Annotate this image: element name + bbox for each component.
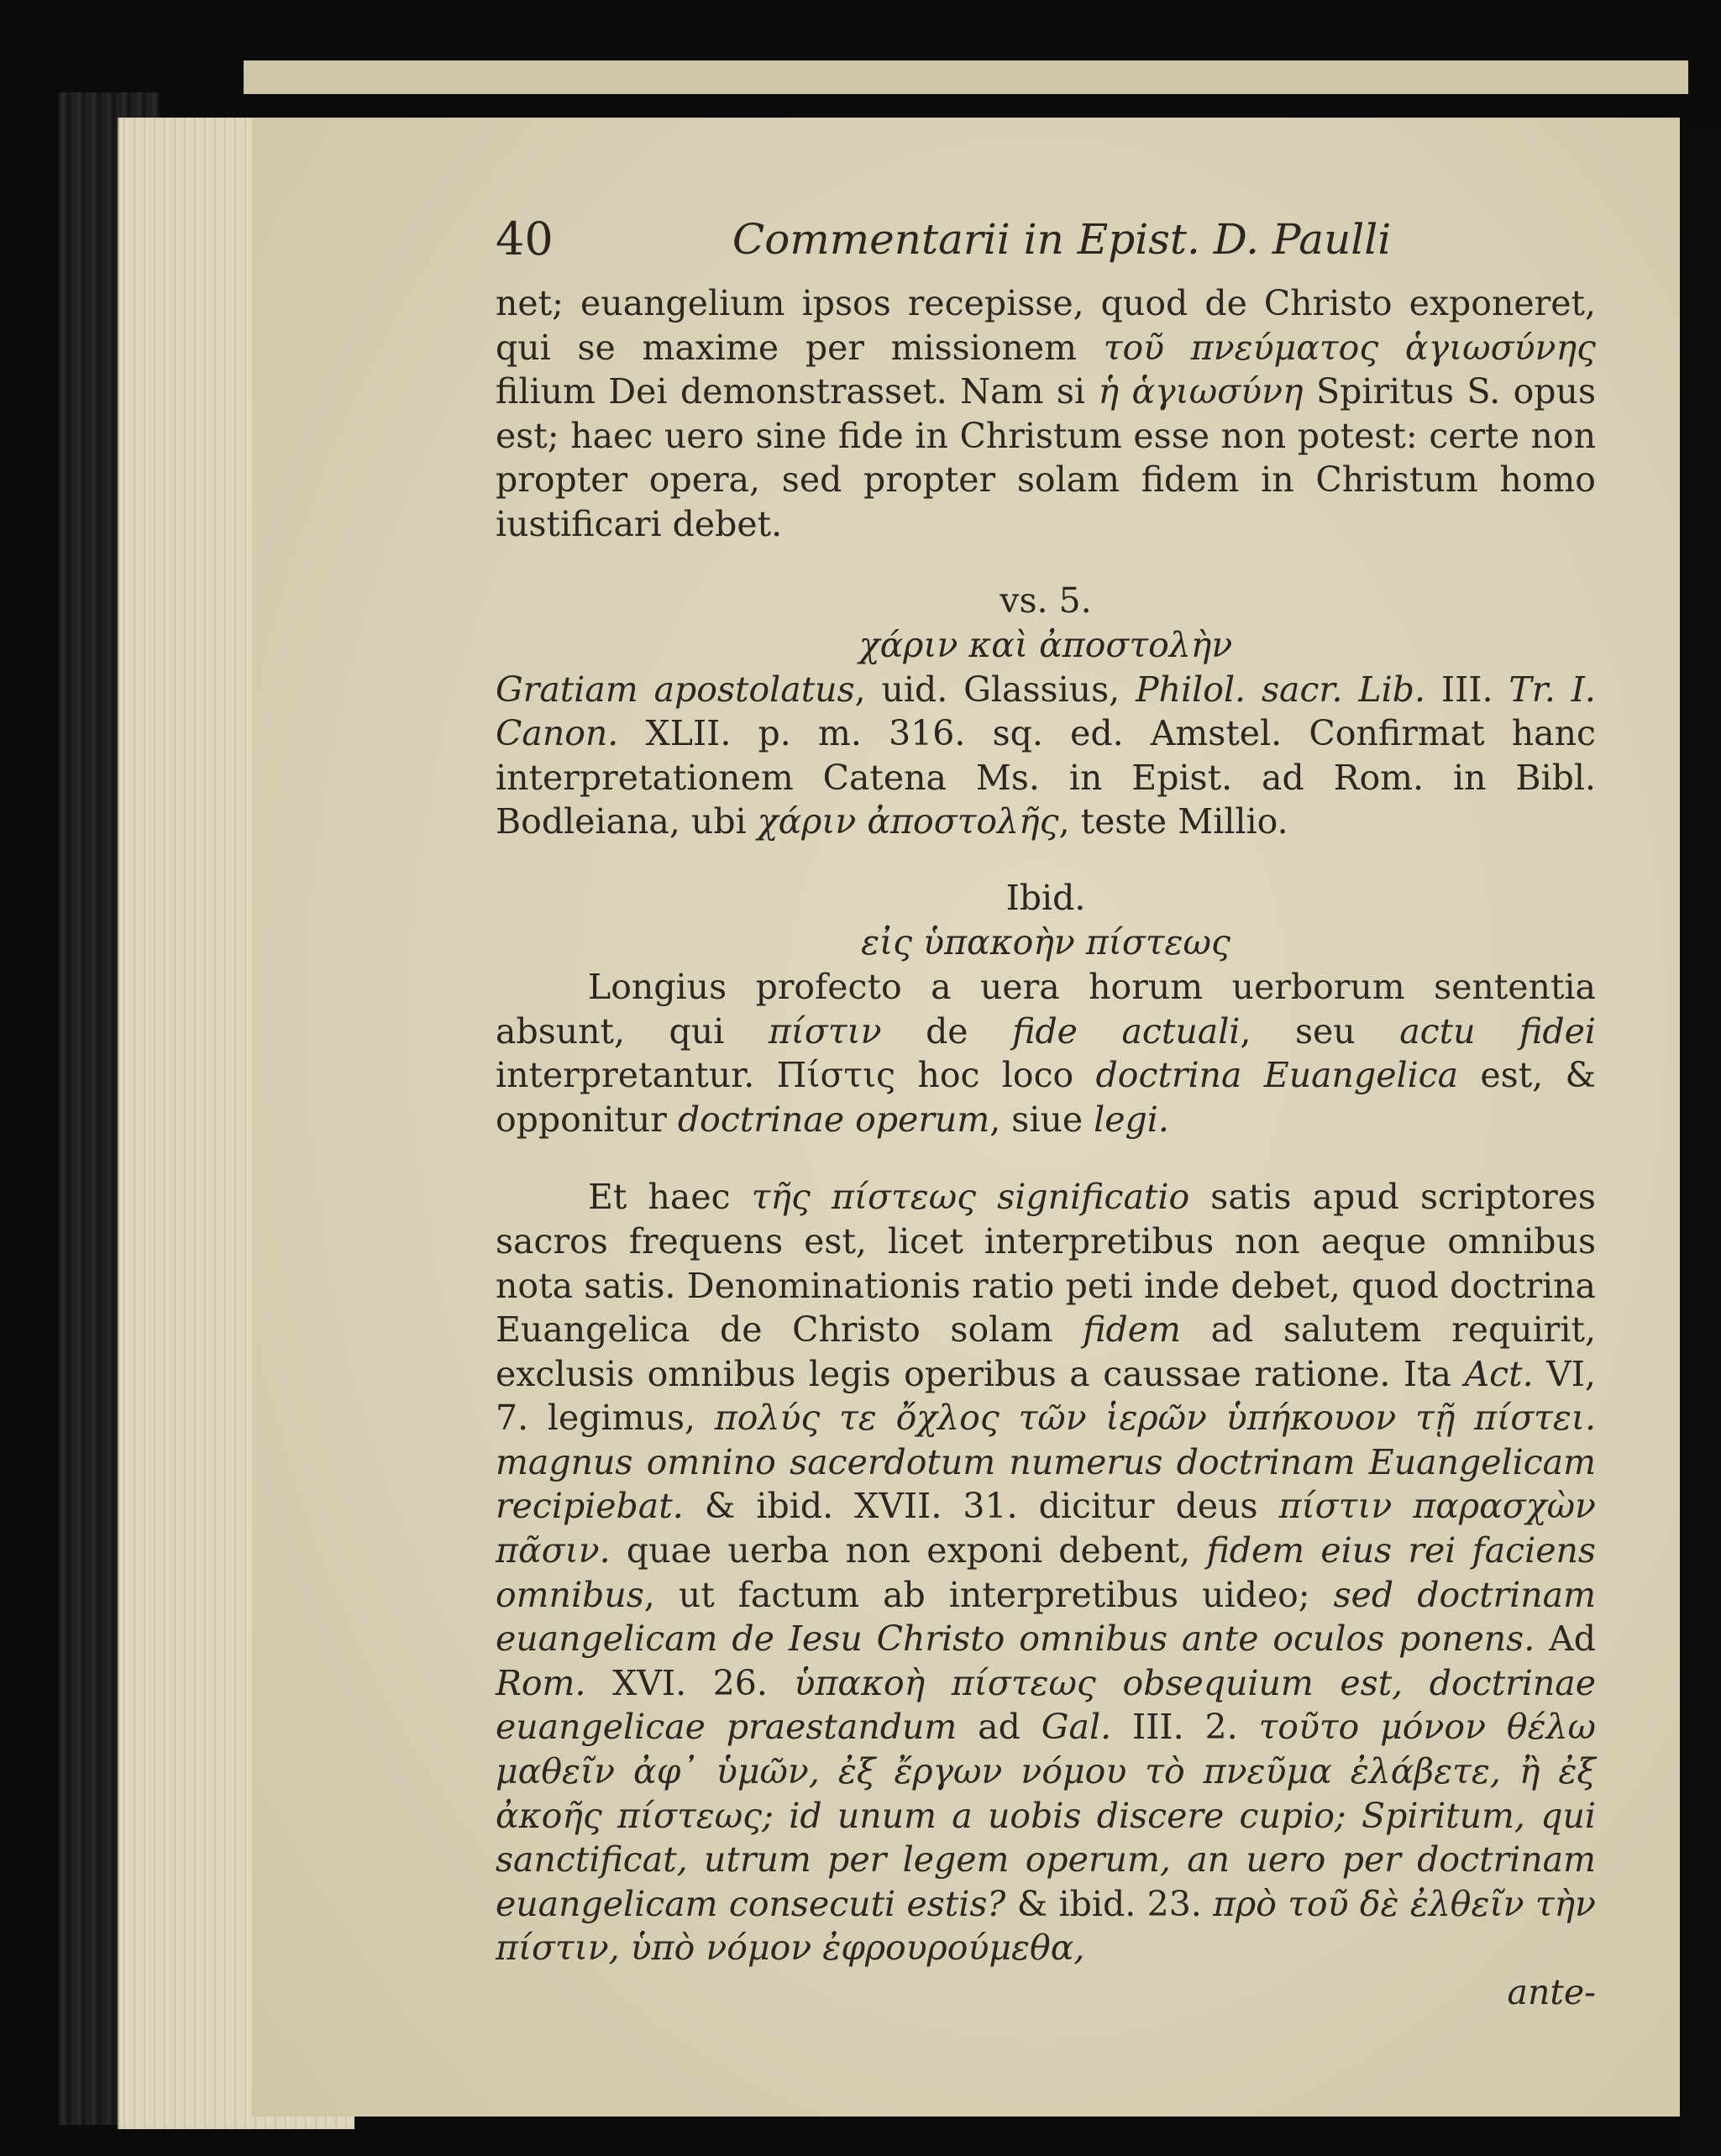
italic-run: Act. xyxy=(1464,1353,1534,1394)
text-run: filium Dei demonstrasset. Nam si xyxy=(496,371,1086,412)
paragraph-3 xyxy=(496,965,1596,1141)
text-run: hoc loco xyxy=(917,1055,1074,1096)
greek-lemma-2: εἰς ὑπακοὴν πίστεως xyxy=(861,921,1230,963)
text-run: & ibid. XVII. 31. dicitur deus xyxy=(704,1486,1258,1527)
italic-run: actu fidei xyxy=(1399,1010,1596,1052)
greek-phrase: τοῦ πνεύματος ἁγιωσύνης xyxy=(1103,327,1596,368)
italic-run: Gal. xyxy=(1041,1707,1112,1748)
italic-run: fide actuali xyxy=(1012,1010,1241,1052)
running-title: Commentarii in Epist. D. Paulli xyxy=(732,215,1392,264)
paragraph-1 xyxy=(496,281,1596,547)
text-run: satis apud scriptores sacros frequens est, licet interpretibus non aeque omnibus nota satis. Denominationis ratio peti inde debet, quod doctrina Euangelica de Christo solam xyxy=(496,1177,1596,1351)
text-run: Spiritus S. opus est; haec uero sine fide in Christum esse non potest: certe non propter opera, sed propter solam fidem in Christum homo iustificari debet. xyxy=(496,371,1596,544)
text-run: & ibid. 23. xyxy=(1016,1883,1202,1924)
paragraph-2 xyxy=(496,668,1596,844)
italic-run: obsequium est, doctrinae euangelicae praestandum xyxy=(496,1662,1596,1748)
italic-run: doctrina Euangelica xyxy=(1095,1055,1459,1096)
italic-run: Philol. sacr. Lib. xyxy=(1136,669,1426,710)
greek-phrase: τοῦτο μόνον θέλω μαθεῖν ἀφ᾽ ὑμῶν, ἐξ ἔργων νόμου τὸ πνεῦμα ἐλάβετε, ἢ ἐξ ἀκοῆς πίστεως; xyxy=(496,1707,1596,1836)
text-run: XVI. 26. xyxy=(612,1662,768,1703)
text-run: ad salutem requirit, exclusis omnibus legis operibus a caussae ratione. Ita xyxy=(496,1309,1596,1394)
italic-run: Rom. xyxy=(496,1662,586,1703)
text-run: III. xyxy=(1440,669,1493,710)
italic-run: legi. xyxy=(1094,1099,1169,1140)
text-run: interpretantur. xyxy=(496,1055,755,1096)
text-run: net; euangelium ipsos recepisse, quod de Christo exponeret, qui se maxime per missionem xyxy=(496,283,1596,368)
greek-lemma-1: χάριν καὶ ἀποστολὴν xyxy=(858,624,1233,665)
background-right xyxy=(1680,126,1721,2156)
text-run: , uid. Glassius, xyxy=(854,669,1120,710)
text-run: ad xyxy=(978,1707,1021,1748)
text-run: Longius profecto a uera horum uerborum sententia absunt, qui xyxy=(496,966,1596,1052)
italic-run: doctrinae operum xyxy=(677,1099,990,1140)
greek-phrase: πρὸ τοῦ δὲ ἐλθεῖν τὴν πίστιν, ὑπὸ νόμον ἐφρουρούμεθα, xyxy=(496,1883,1596,1969)
italic-run: Gratiam apostolatus xyxy=(496,669,855,710)
catchword: ante- xyxy=(1507,1972,1596,2012)
running-head xyxy=(496,214,1596,281)
italic-run: Tr. I. Canon. xyxy=(496,669,1596,754)
text-run: est, & opponitur xyxy=(496,1055,1596,1140)
text-run: , seu xyxy=(1240,1010,1356,1052)
section-heading-ibid: Ibid. xyxy=(1005,877,1086,918)
greek-phrase: ἡ ἁγιωσύνη xyxy=(1098,371,1304,412)
italic-run: fidem xyxy=(1083,1309,1181,1351)
text-run: Ad xyxy=(1549,1618,1596,1660)
text-run: de xyxy=(926,1010,968,1052)
greek-word: Πίστις xyxy=(776,1055,896,1096)
text-run: XLII. p. m. 316. sq. ed. Amstel. Confirmat hanc interpretationem Catena Ms. in Epist. ad Rom. in Bibl. Bodleiana, ubi xyxy=(496,713,1596,842)
greek-phrase: πίστιν παρασχὼν πᾶσιν. xyxy=(496,1486,1596,1571)
greek-phrase: ὑπακοὴ πίστεως xyxy=(794,1662,1096,1703)
page-top-edge xyxy=(244,60,1688,94)
text-run: Et haec xyxy=(588,1177,731,1218)
text-run: III. 2. xyxy=(1132,1707,1238,1748)
italic-run: id unum a uobis discere cupio; Spiritum, qui sanctificat, utrum per legem operum, an uero per doctrinam euangelicam consecuti estis? xyxy=(496,1795,1596,1924)
italic-run: magnus omnino sacerdotum numerus doctrinam Euangelicam recipiebat. xyxy=(496,1441,1596,1527)
text-run: VI, 7. legimus, xyxy=(496,1353,1596,1439)
greek-phrase: χάριν ἀποστολῆς xyxy=(757,801,1059,842)
paragraph-4 xyxy=(496,1175,1596,1970)
greek-phrase: πίστιν xyxy=(768,1010,882,1052)
text-run: , teste Millio. xyxy=(1058,801,1288,842)
greek-phrase: τῆς πίστεως xyxy=(751,1177,977,1218)
text-run: quae uerba non exponi debent, xyxy=(626,1530,1191,1571)
text-run: , siue xyxy=(989,1099,1083,1140)
greek-phrase: πολύς τε ὄχλος τῶν ἱερῶν ὑπήκουον τῇ πίστει. xyxy=(714,1398,1596,1439)
page-content xyxy=(496,214,1596,2014)
italic-run: significatio xyxy=(997,1177,1190,1218)
section-heading-vs5: vs. 5. xyxy=(1000,580,1092,621)
text-run: , ut factum ab interpretibus uideo; xyxy=(643,1574,1310,1615)
page-number: 40 xyxy=(496,212,554,265)
italic-run: fidem eius rei faciens omnibus xyxy=(496,1530,1596,1615)
italic-run: sed doctrinam euangelicam de Iesu Christo omnibus ante oculos ponens. xyxy=(496,1574,1596,1660)
